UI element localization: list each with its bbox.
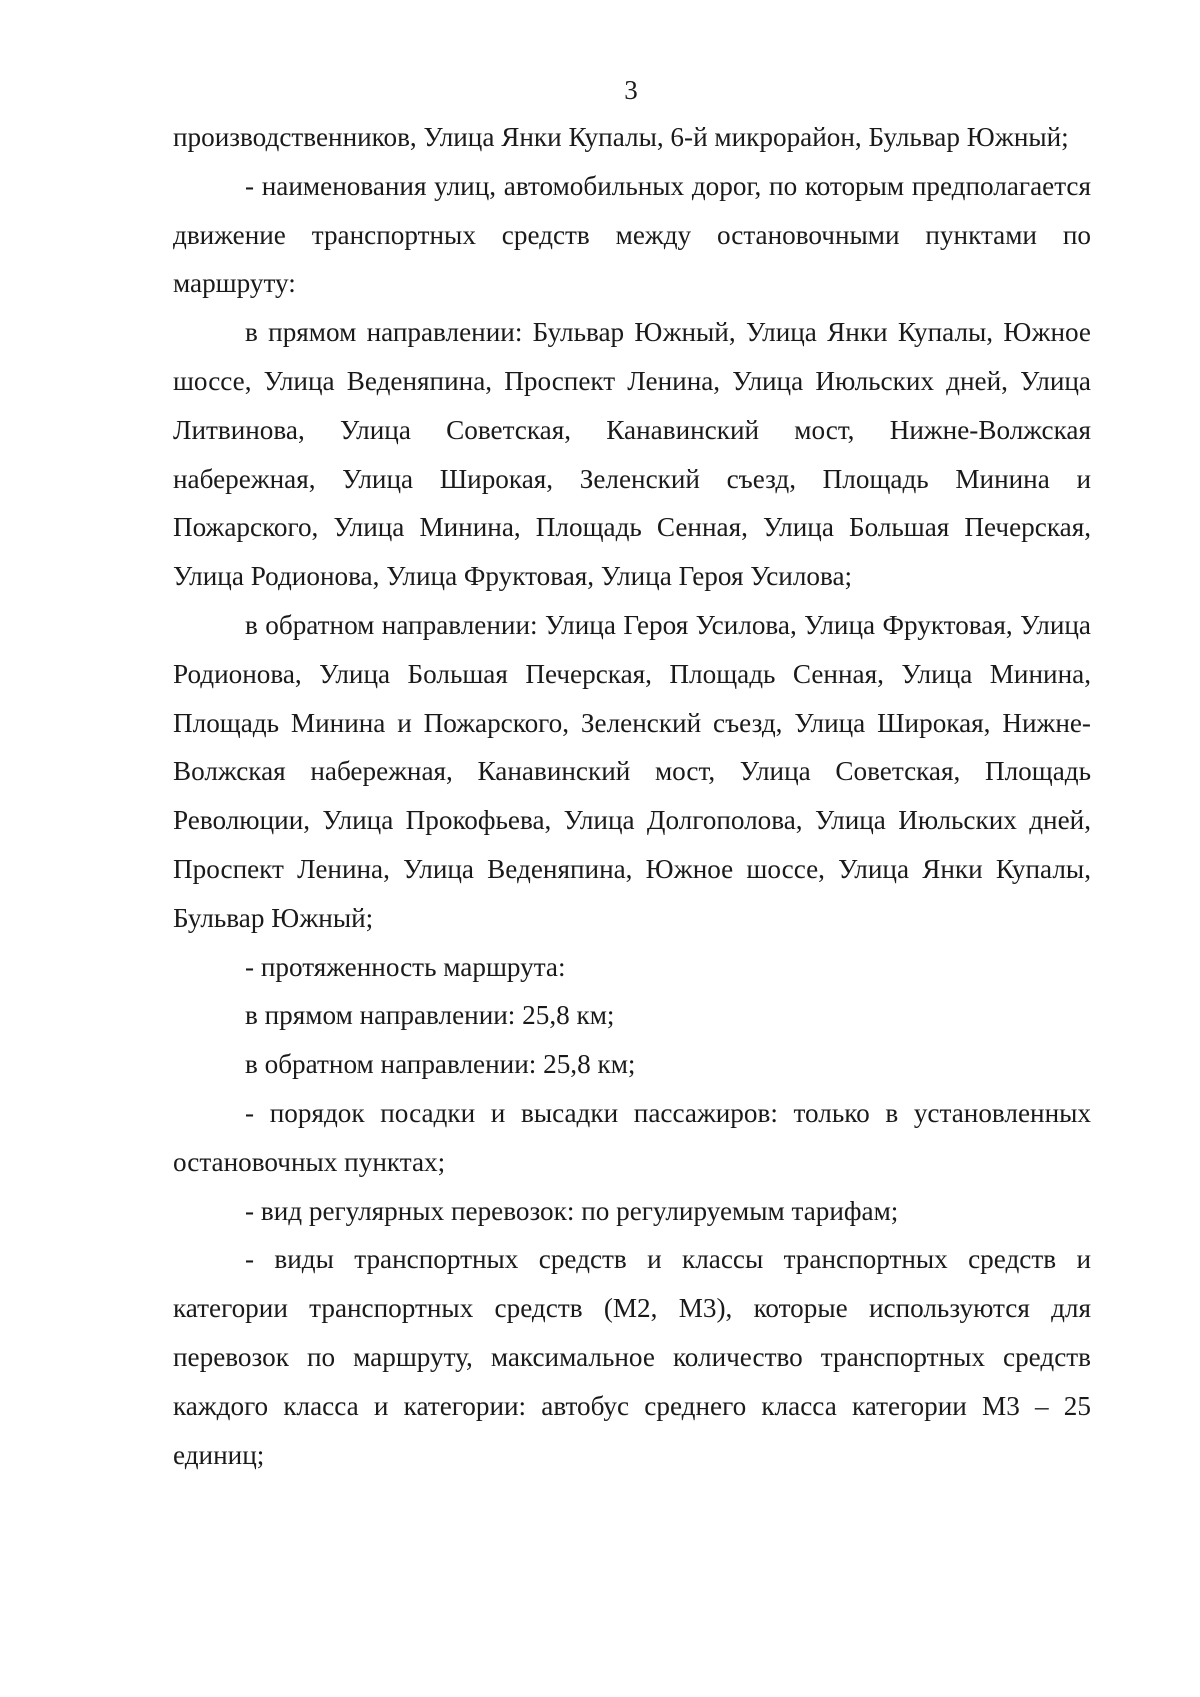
paragraph-route-length: - протяженность маршрута:: [245, 951, 566, 982]
paragraph-vehicle-classes: - виды транспортных средств и классы транспортных средств и категории транспортных средств (М2, М3), которые используются для перевозок по маршруту, максимальное количество транспортных средств каждого класса и категории: автобус среднего класса категории М3 – 25 единиц;: [173, 1244, 1091, 1470]
paragraph-street-names: - наименования улиц, автомобильных дорог, по которым предполагается движение транспортных средств между остановочными пунктами по маршруту:: [173, 170, 1091, 299]
paragraph-forward-route: в прямом направлении: Бульвар Южный, Улица Янки Купалы, Южное шоссе, Улица Веденяпина, Проспект Ленина, Улица Июльских дней, Улица Литвинова, Улица Советская, Канавинский мост, Нижне-Волжская набережная, Улица Широкая, Зеленский съезд, Площадь Минина и Пожарского, Улица Минина, Площадь Сенная, Улица Большая Печерская, Улица Родионова, Улица Фруктовая, Улица Героя Усилова;: [173, 317, 1091, 592]
paragraph-boarding-order: - порядок посадки и высадки пассажиров: только в установленных остановочных пунктах;: [173, 1097, 1091, 1177]
page-number: 3: [624, 75, 638, 105]
paragraph-reverse-route: в обратном направлении: Улица Героя Усилова, Улица Фруктовая, Улица Родионова, Улица Большая Печерская, Площадь Сенная, Улица Минина, Площадь Минина и Пожарского, Зеленский съезд, Улица Широкая, Нижне-Волжская набережная, Канавинский мост, Улица Советская, Площадь Революции, Улица Прокофьева, Улица Долгополова, Улица Июльских дней, Проспект Ленина, Улица Веденяпина, Южное шоссе, Улица Янки Купалы, Бульвар Южный;: [173, 609, 1091, 933]
paragraph-transport-type: - вид регулярных перевозок: по регулируемым тарифам;: [245, 1195, 899, 1226]
paragraph-continuation: производственников, Улица Янки Купалы, 6-й микрорайон, Бульвар Южный;: [173, 122, 1069, 152]
paragraph-length-forward: в прямом направлении: 25,8 км;: [245, 1000, 615, 1031]
paragraph-length-reverse: в обратном направлении: 25,8 км;: [245, 1049, 636, 1080]
document-body: [173, 113, 1091, 1479]
